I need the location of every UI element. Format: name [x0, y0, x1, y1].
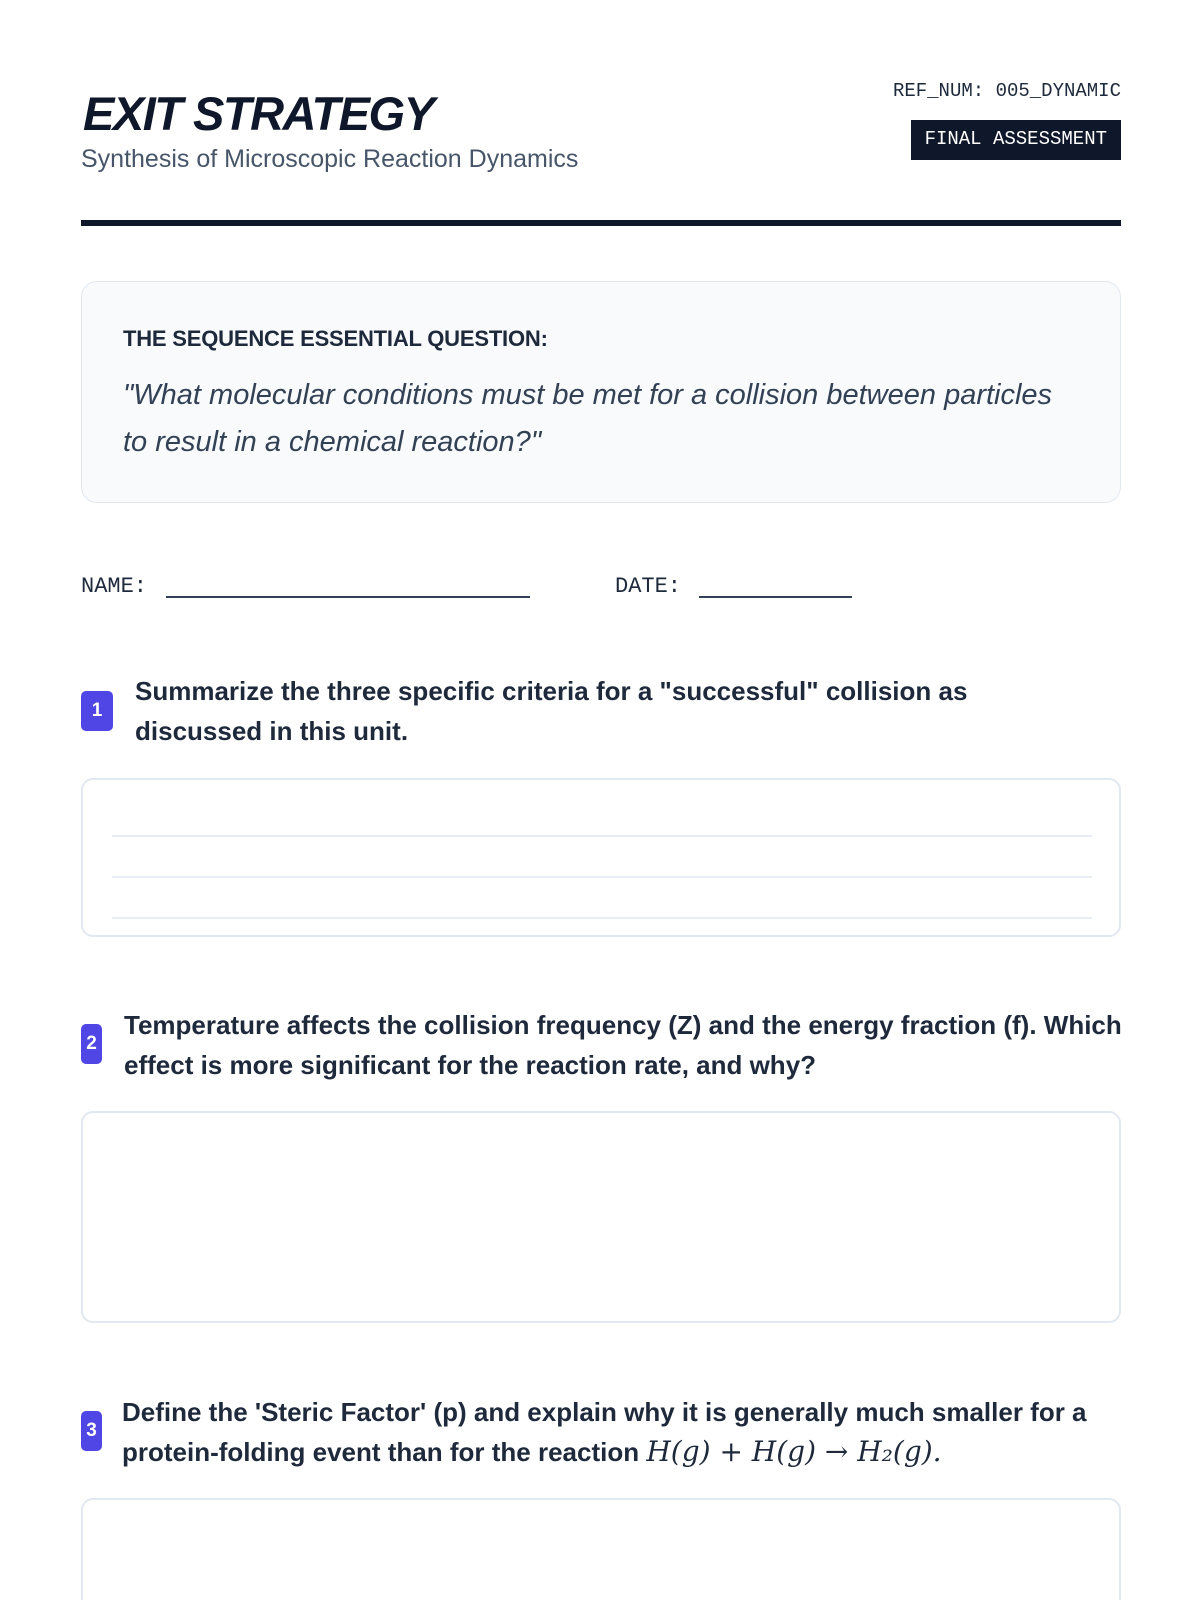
answer-line — [112, 917, 1092, 919]
answer-line — [112, 876, 1092, 878]
question-number-badge: 2 — [81, 1024, 102, 1064]
assessment-badge: FINAL ASSESSMENT — [911, 120, 1121, 160]
page-subtitle: Synthesis of Microscopic Reaction Dynamics — [81, 145, 579, 173]
answer-box[interactable] — [81, 778, 1121, 937]
question-text — [122, 1392, 1122, 1472]
header-divider — [81, 220, 1121, 226]
student-fields — [81, 574, 1121, 604]
essential-question-text: "What molecular conditions must be met for a collision between particles to result in a chemical reaction?" — [123, 379, 1053, 458]
date-input-line[interactable] — [699, 596, 852, 598]
essential-question-box — [81, 281, 1121, 503]
answer-box[interactable] — [81, 1498, 1121, 1600]
date-label: DATE: — [615, 574, 682, 599]
question-number-badge: 3 — [81, 1411, 102, 1451]
name-input-line[interactable] — [166, 596, 530, 598]
question-text-body: Define the 'Steric Factor' (p) and explain why it is generally much smaller for a protein-folding event than for the reaction — [122, 1397, 1087, 1467]
question-text: Summarize the three specific criteria for a "successful" collision as discussed in this unit. — [135, 676, 968, 746]
page-title: EXIT STRATEGY — [83, 87, 434, 140]
answer-line — [112, 835, 1092, 837]
question-text: Temperature affects the collision frequency (Z) and the energy fraction (f). Which effect is more significant for the reaction rate, and why? — [124, 1010, 1122, 1080]
exit-ticket-page — [81, 0, 1121, 1600]
reference-number: REF_NUM: 005_DYNAMIC — [892, 80, 1121, 102]
essential-question-label: THE SEQUENCE ESSENTIAL QUESTION: — [123, 326, 548, 351]
name-label: NAME: — [81, 574, 148, 599]
question-number-badge: 1 — [81, 691, 113, 731]
answer-box[interactable] — [81, 1111, 1121, 1323]
header — [81, 80, 1121, 226]
reaction-equation: H(g) + H(g) → H₂(g). — [646, 1435, 942, 1468]
